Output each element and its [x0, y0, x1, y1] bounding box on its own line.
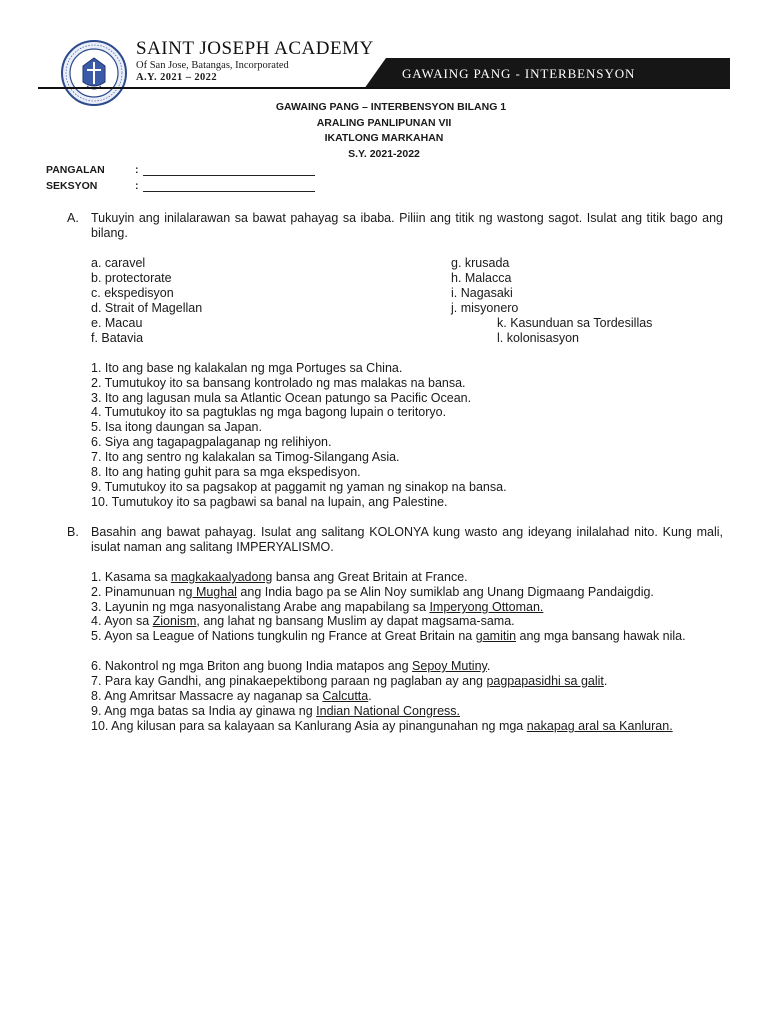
- section-a-item-3: 3. Ito ang lagusan mula sa Atlantic Ocean patungo sa Pacific Ocean.: [91, 391, 472, 405]
- section-b-item-1: [91, 570, 468, 584]
- section-label: SEKSYON: [46, 180, 98, 192]
- section-a-item-6: 6. Siya ang tagapagpalaganap ng relihiyon.: [91, 435, 332, 449]
- section-colon: :: [135, 180, 139, 192]
- section-b-item-3: [91, 600, 543, 614]
- choice-h: h. Malacca: [451, 271, 512, 285]
- section-a-instruction: Tukuyin ang inilalarawan sa bawat pahayag sa ibaba. Piliin ang titik ng wastong sagot. Isulat ang titik bago ang bilang.: [91, 211, 723, 241]
- choice-j: j. misyonero: [451, 301, 519, 315]
- name-blank-line[interactable]: [143, 175, 315, 176]
- choice-a: a. caravel: [91, 256, 146, 270]
- school-seal-logo: [61, 40, 127, 106]
- underlined-term: Zionism: [152, 614, 197, 628]
- underlined-term: Mughal: [192, 585, 237, 599]
- school-name: SAINT JOSEPH ACADEMY: [136, 38, 374, 59]
- section-field: [46, 180, 139, 192]
- section-b-item-4: [91, 614, 515, 628]
- underlined-term: Imperyong Ottoman.: [429, 600, 544, 614]
- choice-i: i. Nagasaki: [451, 286, 513, 300]
- underlined-term: Calcutta: [322, 689, 369, 703]
- choice-k: k. Kasunduan sa Tordesillas: [497, 316, 653, 330]
- section-a-item-10: 10. Tumutukoy ito sa pagbawi sa banal na lupain, ang Palestine.: [91, 495, 448, 509]
- name-label: PANGALAN: [46, 164, 105, 176]
- item-text: .: [486, 659, 491, 673]
- document-title-block: [0, 100, 768, 162]
- item-text: 8. Ang Amritsar Massacre ay naganap sa: [91, 689, 323, 703]
- item-text: .: [368, 689, 372, 703]
- section-a-item-2: 2. Tumutukoy ito sa bansang kontrolado ng mas malakas na bansa.: [91, 376, 466, 390]
- section-b-item-10: [91, 719, 723, 734]
- section-b-letter: B.: [67, 525, 79, 539]
- item-text: , ang lahat ng bansang Muslim ay dapat magsama-sama.: [196, 614, 515, 628]
- section-a-item-5: 5. Isa itong daungan sa Japan.: [91, 420, 262, 434]
- underlined-term: magkakaalyadong: [170, 570, 273, 584]
- item-text: 1. Kasama sa: [91, 570, 171, 584]
- section-blank-line[interactable]: [143, 191, 315, 192]
- item-text: 9. Ang mga batas sa India ay ginawa ng: [91, 704, 317, 718]
- academic-year: A.Y. 2021 – 2022: [136, 72, 217, 83]
- section-b-item-9: [91, 704, 460, 718]
- choice-g: g. krusada: [451, 256, 510, 270]
- choice-f: f. Batavia: [91, 331, 144, 345]
- section-b-item-5: [91, 629, 723, 644]
- underlined-term: nakapag aral sa Kanluran.: [526, 719, 673, 733]
- item-text: .: [603, 674, 608, 688]
- section-b-item-7: [91, 674, 607, 688]
- item-text: 5. Ayon sa League of Nations tungkulin ng France at Great Britain na: [91, 629, 476, 643]
- item-text: 7. Para kay Gandhi, ang pinakaepektibong paraan ng paglaban ay ang: [91, 674, 487, 688]
- title-line-2: ARALING PANLIPUNAN VII: [316, 116, 452, 129]
- title-line-4: S.Y. 2021-2022: [348, 147, 420, 160]
- item-text: 3. Layunin ng mga nasyonalistang Arabe ang mapabilang sa: [91, 600, 430, 614]
- title-line-3: IKATLONG MARKAHAN: [324, 132, 444, 144]
- title-line-1: GAWAING PANG – INTERBENSYON BILANG 1: [275, 101, 507, 113]
- item-text: 4. Ayon sa: [91, 614, 153, 628]
- section-a-item-4: 4. Tumutukoy ito sa pagtuklas ng mga bagong lupain o teritoryo.: [91, 405, 447, 419]
- underlined-term: pagpapasidhi sa galit: [486, 674, 604, 688]
- section-b-instruction: Basahin ang bawat pahayag. Isulat ang salitang KOLONYA kung wasto ang ideyang inilalahad nito. Kung mali, isulat naman ang salitang IMPERYALISMO.: [91, 525, 723, 555]
- section-a-item-8: 8. Ito ang hating guhit para sa mga ekspedisyon.: [91, 465, 361, 479]
- name-colon: :: [135, 164, 139, 176]
- underlined-term: gamitin: [475, 629, 517, 643]
- banner-title: GAWAING PANG - INTERBENSYON: [402, 66, 636, 81]
- section-a-item-9: 9. Tumutukoy ito sa pagsakop at paggamit ng yaman ng sinakop na bansa.: [91, 480, 507, 494]
- name-field: [46, 164, 139, 176]
- choice-c: c. ekspedisyon: [91, 286, 174, 300]
- item-text: 2. Pinamunuan ng: [91, 585, 193, 599]
- section-b-item-6: [91, 659, 490, 673]
- item-text: 10. Ang kilusan para sa kalayaan sa Kanlurang Asia ay pinangunahan ng mga: [91, 719, 527, 733]
- underlined-term: Sepoy Mutiny: [412, 659, 487, 673]
- choice-d: d. Strait of Magellan: [91, 301, 203, 315]
- school-subtitle: Of San Jose, Batangas, Incorporated: [136, 60, 289, 71]
- item-text: ang mga bansang hawak nila.: [516, 629, 686, 643]
- header-rule: [38, 87, 730, 89]
- section-a-item-7: 7. Ito ang sentro ng kalakalan sa Timog-Silangang Asia.: [91, 450, 400, 464]
- item-text: 6. Nakontrol ng mga Briton ang buong India matapos ang: [91, 659, 413, 673]
- section-b-item-8: [91, 689, 372, 703]
- underlined-term: Indian National Congress.: [316, 704, 460, 718]
- section-b-item-2: [91, 585, 654, 599]
- choice-e: e. Macau: [91, 316, 143, 330]
- choice-l: l. kolonisasyon: [497, 331, 579, 345]
- item-text: ang India bago pa se Alin Noy sumiklab ang Unang Digmaang Pandaigdig.: [236, 585, 654, 599]
- section-a-letter: A.: [67, 211, 79, 225]
- choice-b: b. protectorate: [91, 271, 172, 285]
- item-text: bansa ang Great Britain at France.: [272, 570, 468, 584]
- section-a-item-1: 1. Ito ang base ng kalakalan ng mga Portuges sa China.: [91, 361, 403, 375]
